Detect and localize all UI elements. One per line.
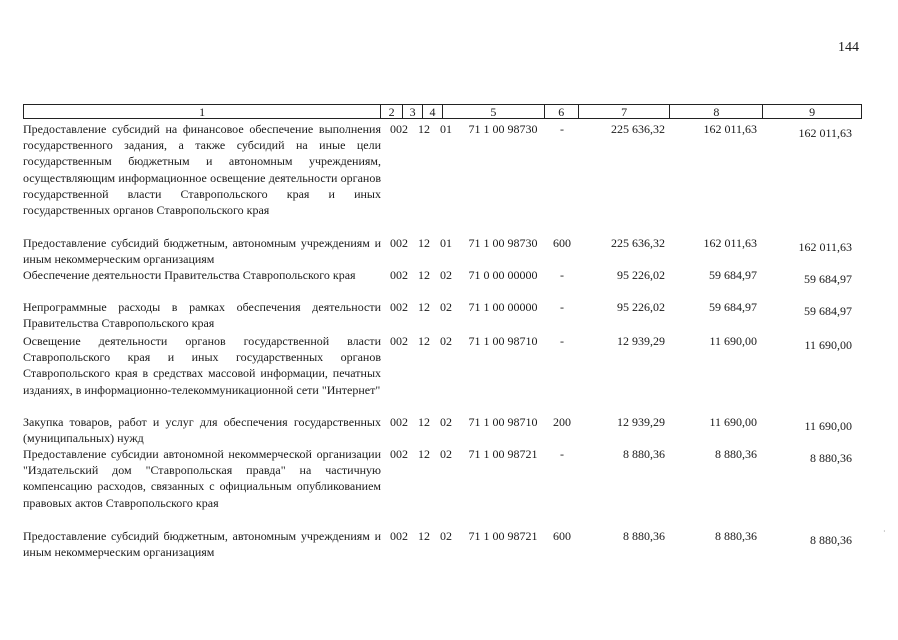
row-amount-col8: 11 690,00 <box>709 334 757 348</box>
header-col-5: 5 <box>443 105 545 118</box>
row-expense-type: 600 <box>553 529 571 543</box>
row-amount-col7: 12 939,29 <box>617 415 665 429</box>
row-amount-col8: 162 011,63 <box>703 236 757 250</box>
row-description: Предоставление субсидий бюджетным, автономным учреждениям и иным некоммерческим организациям <box>23 529 381 560</box>
row-section-code: 12 <box>418 334 430 348</box>
row-description: Обеспечение деятельности Правительства Ставропольского края <box>23 268 356 282</box>
row-subsection-code: 02 <box>440 447 452 461</box>
row-section-code: 12 <box>418 236 430 250</box>
row-ministry-code: 002 <box>390 447 408 461</box>
row-subsection-code: 02 <box>440 334 452 348</box>
row-target-article: 71 1 00 98721 <box>468 447 538 461</box>
row-expense-type: - <box>560 122 564 136</box>
row-amount-col8: 59 684,97 <box>709 268 757 282</box>
row-amount-col7: 225 636,32 <box>611 122 665 136</box>
header-col-1: 1 <box>24 105 381 118</box>
row-description: Освещение деятельности органов государственной власти Ставропольского края и иных государственных органов Ставропольского края в средствах массовой информации, печатных изданиях, в информационно-телекоммуникационной сети "Интернет" <box>23 334 381 397</box>
row-section-code: 12 <box>418 268 430 282</box>
row-amount-col8: 11 690,00 <box>709 415 757 429</box>
row-amount-col9: 8 880,36 <box>810 451 852 465</box>
page-number: 144 <box>838 40 859 55</box>
row-expense-type: - <box>560 334 564 348</box>
row-amount-col9: 11 690,00 <box>804 338 852 352</box>
row-amount-col8: 8 880,36 <box>715 529 757 543</box>
row-amount-col9: 8 880,36 <box>810 533 852 547</box>
row-amount-col7: 8 880,36 <box>623 529 665 543</box>
row-ministry-code: 002 <box>390 334 408 348</box>
row-subsection-code: 02 <box>440 529 452 543</box>
row-amount-col7: 95 226,02 <box>617 268 665 282</box>
row-expense-type: 200 <box>553 415 571 429</box>
row-expense-type: - <box>560 447 564 461</box>
row-section-code: 12 <box>418 529 430 543</box>
row-description: Предоставление субсидий бюджетным, автономным учреждениям и иным некоммерческим организациям <box>23 236 381 267</box>
row-target-article: 71 1 00 00000 <box>468 300 538 314</box>
row-subsection-code: 01 <box>440 122 452 136</box>
row-section-code: 12 <box>418 122 430 136</box>
row-expense-type: - <box>560 268 564 282</box>
row-amount-col7: 8 880,36 <box>623 447 665 461</box>
row-section-code: 12 <box>418 415 430 429</box>
row-target-article: 71 1 00 98730 <box>468 236 538 250</box>
header-col-6: 6 <box>545 105 579 118</box>
row-amount-col8: 8 880,36 <box>715 447 757 461</box>
table-header <box>23 104 862 119</box>
row-subsection-code: 02 <box>440 268 452 282</box>
row-amount-col9: 59 684,97 <box>804 304 852 318</box>
row-description: Непрограммные расходы в рамках обеспечения деятельности Правительства Ставропольского края <box>23 300 381 331</box>
row-amount-col9: 59 684,97 <box>804 272 852 286</box>
row-amount-col7: 95 226,02 <box>617 300 665 314</box>
row-amount-col9: 162 011,63 <box>798 126 852 140</box>
row-ministry-code: 002 <box>390 268 408 282</box>
row-subsection-code: 01 <box>440 236 452 250</box>
row-subsection-code: 02 <box>440 300 452 314</box>
row-description: Предоставление субсидий на финансовое обеспечение выполнения государственного задания, а также субсидий на иные цели государственным бюджетным и автономным учреждениям, осуществляющим информационное освещение деятельности органов государственной власти Ставропольского края и иных государственных органов Ставропольского края <box>23 122 381 218</box>
row-expense-type: 600 <box>553 236 571 250</box>
row-target-article: 71 0 00 00000 <box>468 268 538 282</box>
row-section-code: 12 <box>418 300 430 314</box>
row-amount-col7: 225 636,32 <box>611 236 665 250</box>
row-amount-col7: 12 939,29 <box>617 334 665 348</box>
row-ministry-code: 002 <box>390 529 408 543</box>
row-ministry-code: 002 <box>390 300 408 314</box>
header-col-7: 7 <box>579 105 671 118</box>
row-ministry-code: 002 <box>390 122 408 136</box>
header-col-3: 3 <box>403 105 423 118</box>
row-amount-col9: 162 011,63 <box>798 240 852 254</box>
header-col-4: 4 <box>423 105 443 118</box>
row-ministry-code: 002 <box>390 236 408 250</box>
row-amount-col9: 11 690,00 <box>804 419 852 433</box>
row-ministry-code: 002 <box>390 415 408 429</box>
row-target-article: 71 1 00 98730 <box>468 122 538 136</box>
row-amount-col8: 162 011,63 <box>703 122 757 136</box>
row-subsection-code: 02 <box>440 415 452 429</box>
row-description: Закупка товаров, работ и услуг для обеспечения государственных (муниципальных) нужд <box>23 415 381 446</box>
row-target-article: 71 1 00 98710 <box>468 415 538 429</box>
row-expense-type: - <box>560 300 564 314</box>
header-col-9: 9 <box>809 105 816 119</box>
row-target-article: 71 1 00 98710 <box>468 334 538 348</box>
scan-speck: · <box>883 527 886 536</box>
row-target-article: 71 1 00 98721 <box>468 529 538 543</box>
row-amount-col8: 59 684,97 <box>709 300 757 314</box>
header-col-8: 8 <box>670 105 763 118</box>
row-description: Предоставление субсидии автономной некоммерческой организации "Издательский дом "Ставропольская правда" на частичную компенсацию расходов, связанных с официальным опубликованием правовых актов Ставропольского края <box>23 447 381 510</box>
row-section-code: 12 <box>418 447 430 461</box>
header-col-2: 2 <box>381 105 403 118</box>
